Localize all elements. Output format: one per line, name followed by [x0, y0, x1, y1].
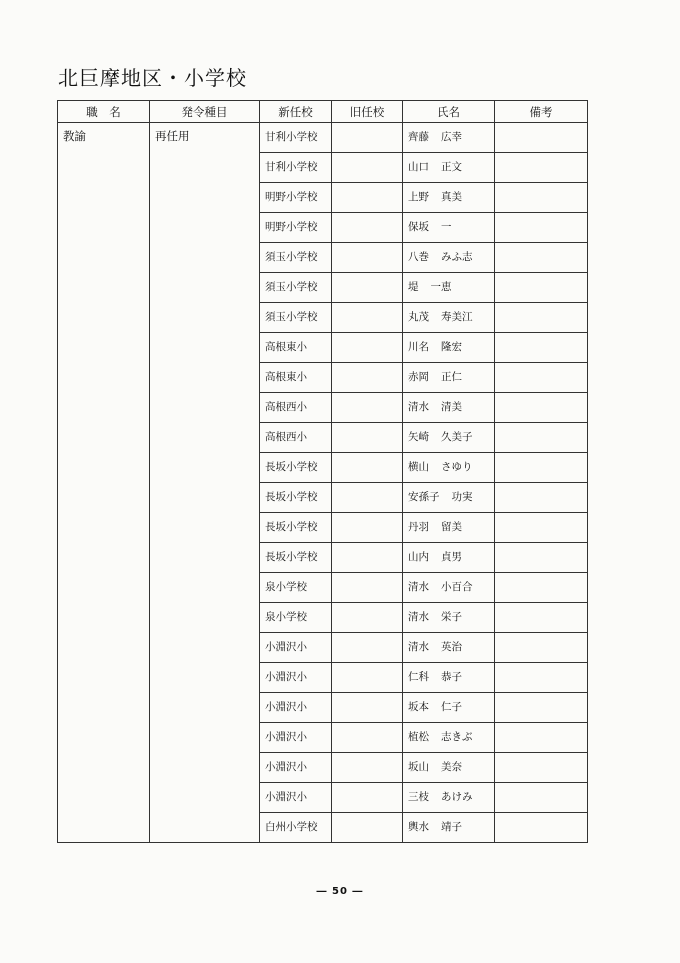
new-school-cell: 泉小学校	[260, 573, 332, 603]
given-name: さゆり	[441, 461, 473, 473]
former-school-cell	[332, 573, 403, 603]
remarks-cell	[495, 603, 588, 633]
given-name: 真美	[441, 191, 462, 203]
name-cell	[403, 753, 495, 783]
new-school-cell: 甘利小学校	[260, 123, 332, 153]
header-remarks: 備考	[495, 101, 588, 123]
given-name: 貞男	[441, 551, 462, 563]
given-name: 留美	[441, 521, 462, 533]
given-name: 志きぶ	[441, 731, 473, 743]
former-school-cell	[332, 333, 403, 363]
name-cell	[403, 693, 495, 723]
name-cell	[403, 333, 495, 363]
given-name: 英治	[441, 641, 462, 653]
former-school-cell	[332, 663, 403, 693]
name-cell	[403, 153, 495, 183]
remarks-cell	[495, 753, 588, 783]
name-cell	[403, 513, 495, 543]
surname: 堤	[408, 281, 419, 293]
remarks-cell	[495, 573, 588, 603]
remarks-cell	[495, 663, 588, 693]
surname: 清水	[408, 611, 429, 623]
new-school-cell: 小淵沢小	[260, 633, 332, 663]
surname: 赤岡	[408, 371, 429, 383]
name-cell	[403, 603, 495, 633]
new-school-cell: 明野小学校	[260, 183, 332, 213]
surname: 丹羽	[408, 521, 429, 533]
remarks-cell	[495, 153, 588, 183]
former-school-cell	[332, 513, 403, 543]
name-cell	[403, 243, 495, 273]
header-row	[58, 101, 588, 123]
header-name: 氏名	[403, 101, 495, 123]
name-cell	[403, 783, 495, 813]
given-name: 靖子	[441, 821, 462, 833]
name-cell	[403, 363, 495, 393]
surname: 山内	[408, 551, 429, 563]
name-cell	[403, 183, 495, 213]
given-name: 広幸	[441, 131, 462, 143]
name-cell	[403, 633, 495, 663]
new-school-cell: 長坂小学校	[260, 453, 332, 483]
former-school-cell	[332, 483, 403, 513]
remarks-cell	[495, 183, 588, 213]
name-cell	[403, 573, 495, 603]
remarks-cell	[495, 273, 588, 303]
new-school-cell: 高根西小	[260, 393, 332, 423]
given-name: 久美子	[441, 431, 473, 443]
page-title: 北巨摩地区・小学校	[58, 66, 247, 90]
given-name: あけみ	[441, 791, 473, 803]
former-school-cell	[332, 813, 403, 843]
appointment-type-cell: 再任用	[150, 123, 260, 843]
surname: 八巻	[408, 251, 429, 263]
remarks-cell	[495, 303, 588, 333]
name-cell	[403, 423, 495, 453]
given-name: 寿美江	[441, 311, 473, 323]
name-cell	[403, 453, 495, 483]
remarks-cell	[495, 123, 588, 153]
surname: 植松	[408, 731, 429, 743]
given-name: 正文	[441, 161, 462, 173]
given-name: 栄子	[441, 611, 462, 623]
header-former-school: 旧任校	[332, 101, 403, 123]
name-cell	[403, 213, 495, 243]
new-school-cell: 白州小学校	[260, 813, 332, 843]
surname: 保坂	[408, 221, 429, 233]
given-name: 小百合	[441, 581, 473, 593]
surname: 上野	[408, 191, 429, 203]
new-school-cell: 長坂小学校	[260, 513, 332, 543]
remarks-cell	[495, 453, 588, 483]
surname: 清水	[408, 401, 429, 413]
new-school-cell: 小淵沢小	[260, 723, 332, 753]
surname: 山口	[408, 161, 429, 173]
remarks-cell	[495, 243, 588, 273]
given-name: 恭子	[441, 671, 462, 683]
name-cell	[403, 663, 495, 693]
remarks-cell	[495, 483, 588, 513]
former-school-cell	[332, 783, 403, 813]
header-new-school: 新任校	[260, 101, 332, 123]
surname: 坂山	[408, 761, 429, 773]
former-school-cell	[332, 693, 403, 723]
surname: 齊藤	[408, 131, 429, 143]
former-school-cell	[332, 753, 403, 783]
former-school-cell	[332, 603, 403, 633]
former-school-cell	[332, 123, 403, 153]
new-school-cell: 小淵沢小	[260, 663, 332, 693]
surname: 仁科	[408, 671, 429, 683]
new-school-cell: 小淵沢小	[260, 783, 332, 813]
name-cell	[403, 393, 495, 423]
former-school-cell	[332, 423, 403, 453]
name-cell	[403, 543, 495, 573]
new-school-cell: 長坂小学校	[260, 543, 332, 573]
remarks-cell	[495, 513, 588, 543]
remarks-cell	[495, 723, 588, 753]
new-school-cell: 小淵沢小	[260, 693, 332, 723]
former-school-cell	[332, 633, 403, 663]
surname: 清水	[408, 581, 429, 593]
given-name: 隆宏	[441, 341, 462, 353]
new-school-cell: 長坂小学校	[260, 483, 332, 513]
remarks-cell	[495, 813, 588, 843]
new-school-cell: 須玉小学校	[260, 273, 332, 303]
former-school-cell	[332, 303, 403, 333]
new-school-cell: 小淵沢小	[260, 753, 332, 783]
new-school-cell: 明野小学校	[260, 213, 332, 243]
new-school-cell: 須玉小学校	[260, 303, 332, 333]
new-school-cell: 泉小学校	[260, 603, 332, 633]
name-cell	[403, 273, 495, 303]
given-name: 美奈	[441, 761, 462, 773]
remarks-cell	[495, 213, 588, 243]
former-school-cell	[332, 273, 403, 303]
surname: 矢崎	[408, 431, 429, 443]
given-name: みふ志	[441, 251, 473, 263]
position-cell: 教諭	[58, 123, 150, 843]
surname: 坂本	[408, 701, 429, 713]
name-cell	[403, 813, 495, 843]
surname: 丸茂	[408, 311, 429, 323]
former-school-cell	[332, 723, 403, 753]
remarks-cell	[495, 333, 588, 363]
new-school-cell: 高根東小	[260, 333, 332, 363]
remarks-cell	[495, 783, 588, 813]
given-name: 一恵	[430, 281, 452, 293]
remarks-cell	[495, 543, 588, 573]
remarks-cell	[495, 363, 588, 393]
name-cell	[403, 123, 495, 153]
personnel-table	[57, 100, 588, 843]
page-number: ― 50 ―	[316, 886, 364, 897]
name-cell	[403, 483, 495, 513]
new-school-cell: 須玉小学校	[260, 243, 332, 273]
former-school-cell	[332, 243, 403, 273]
surname: 安孫子	[408, 491, 440, 503]
remarks-cell	[495, 693, 588, 723]
surname: 横山	[408, 461, 429, 473]
new-school-cell: 高根西小	[260, 423, 332, 453]
former-school-cell	[332, 153, 403, 183]
table-row	[58, 123, 588, 153]
former-school-cell	[332, 543, 403, 573]
given-name: 仁子	[441, 701, 462, 713]
given-name: 功実	[451, 491, 473, 503]
table-header	[58, 101, 588, 123]
new-school-cell: 高根東小	[260, 363, 332, 393]
remarks-cell	[495, 423, 588, 453]
surname: 川名	[408, 341, 429, 353]
surname: 輿水	[408, 821, 429, 833]
table-body	[58, 123, 588, 843]
former-school-cell	[332, 213, 403, 243]
former-school-cell	[332, 183, 403, 213]
name-cell	[403, 303, 495, 333]
name-cell	[403, 723, 495, 753]
given-name: 一	[441, 221, 452, 233]
header-appointment-type: 発令種目	[150, 101, 260, 123]
former-school-cell	[332, 393, 403, 423]
surname: 三枝	[408, 791, 429, 803]
given-name: 清美	[441, 401, 462, 413]
surname: 清水	[408, 641, 429, 653]
remarks-cell	[495, 633, 588, 663]
new-school-cell: 甘利小学校	[260, 153, 332, 183]
former-school-cell	[332, 363, 403, 393]
former-school-cell	[332, 453, 403, 483]
given-name: 正仁	[441, 371, 462, 383]
remarks-cell	[495, 393, 588, 423]
header-position: 職 名	[58, 101, 150, 123]
